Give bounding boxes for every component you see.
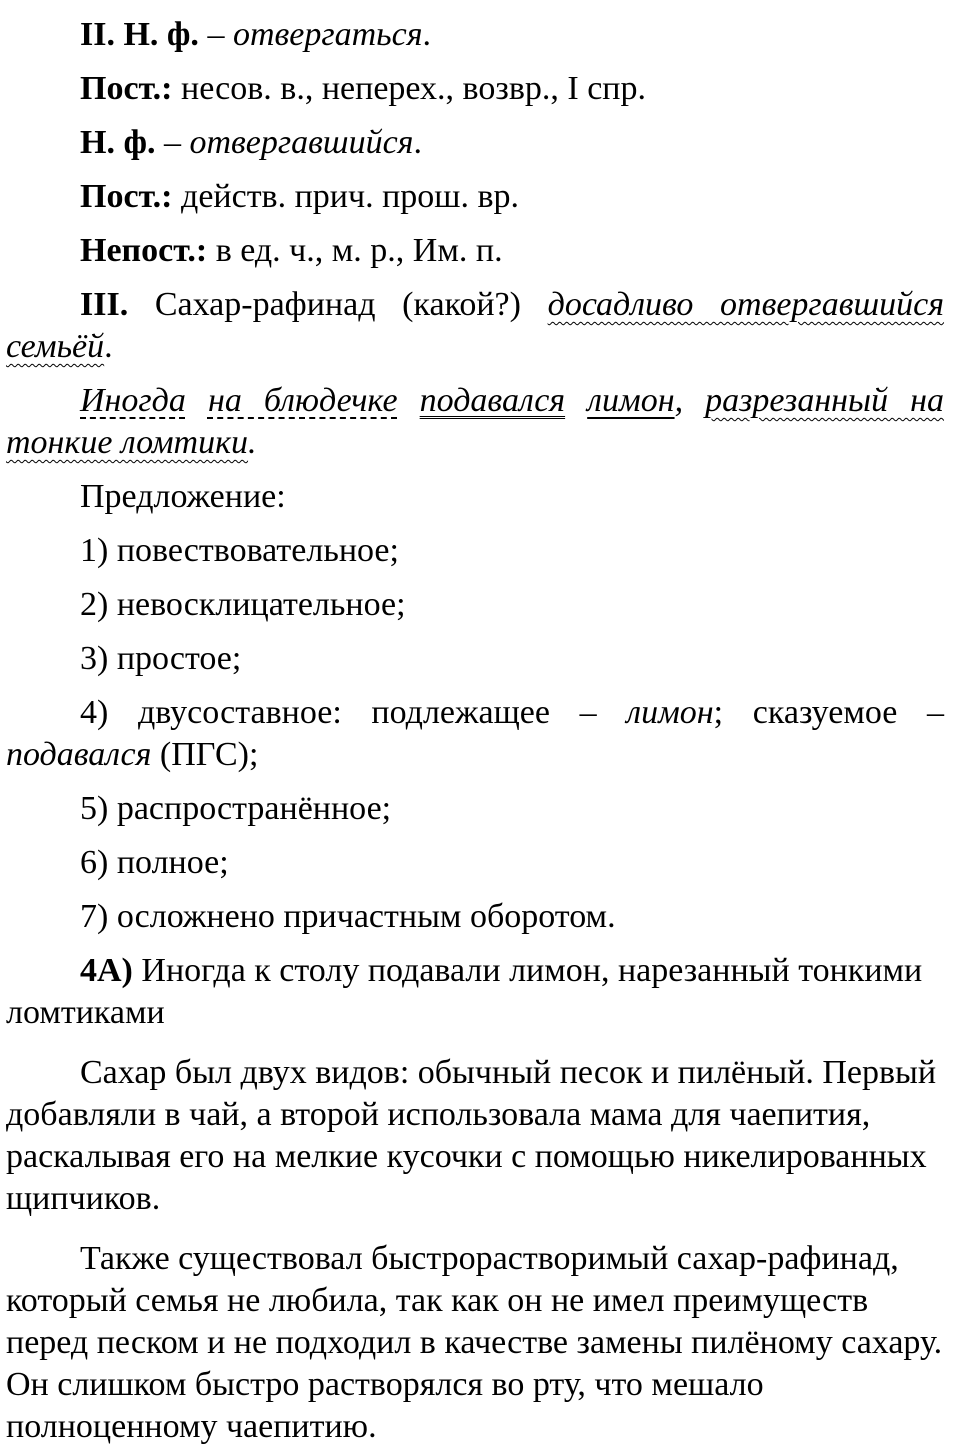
- parsed-sentence: Иногда на блюдечке подавался лимон, разрезанный на тонкие ломтики.: [6, 382, 945, 461]
- participial-phrase: разрезанный на тонкие ломтики: [6, 382, 945, 461]
- analysis-item: 1) повествовательное;: [80, 532, 399, 569]
- paragraph: Также существовал быстрорастворимый сахар-рафинад, который семья не любила, так как он не имел преимуществ перед песком и не подходил в качестве замены пилёному сахару. Он слишком быстро растворялся во рту, что мешало полноценному чаепитию.: [6, 1240, 943, 1445]
- adverbial-word: Иногда: [80, 382, 186, 419]
- definition-phrase: досадливо отвергавшийся семьёй: [6, 286, 945, 365]
- initial-form-line: II. Н. ф. – отвергаться.: [80, 16, 432, 53]
- constant-features-line: Пост.: несов. в., неперех., возвр., I спр.: [80, 70, 646, 107]
- participle-initial-form-line: Н. ф. – отвергавшийся.: [80, 124, 422, 161]
- predicate-word: подавался: [419, 382, 566, 419]
- analysis-item: 4) двусоставное: подлежащее – лимон; сказуемое – подавался (ПГС);: [6, 694, 945, 773]
- adverbial-phrase: на блюдечке: [207, 382, 398, 419]
- analysis-item: 7) осложнено причастным оборотом.: [80, 898, 616, 935]
- section-label: II. Н. ф.: [80, 16, 199, 53]
- paragraph: Сахар был двух видов: обычный песок и пилёный. Первый добавляли в чай, а второй использовала мама для чаепития, раскалывая его на мелкие кусочки с помощью никелированных щипчиков.: [6, 1054, 937, 1217]
- initial-form-word: отвергаться: [232, 16, 423, 53]
- analysis-item: 2) невосклицательное;: [80, 586, 406, 623]
- participle-constant-features-line: Пост.: действ. прич. прош. вр.: [80, 178, 520, 215]
- analysis-heading: Предложение:: [80, 478, 286, 515]
- variable-features-line: Непост.: в ед. ч., м. р., Им. п.: [80, 232, 503, 269]
- syntax-role-line: III. Сахар-рафинад (какой?) досадливо отвергавшийся семьёй.: [6, 286, 945, 365]
- analysis-item: 5) распространённое;: [80, 790, 392, 827]
- analysis-item: 3) простое;: [80, 640, 242, 677]
- analysis-item: 6) полное;: [80, 844, 229, 881]
- task-label: 4А): [80, 952, 133, 989]
- task-4a: 4А) Иногда к столу подавали лимон, нарезанный тонкими ломтиками: [6, 952, 923, 1031]
- subject-word: лимон: [587, 382, 675, 419]
